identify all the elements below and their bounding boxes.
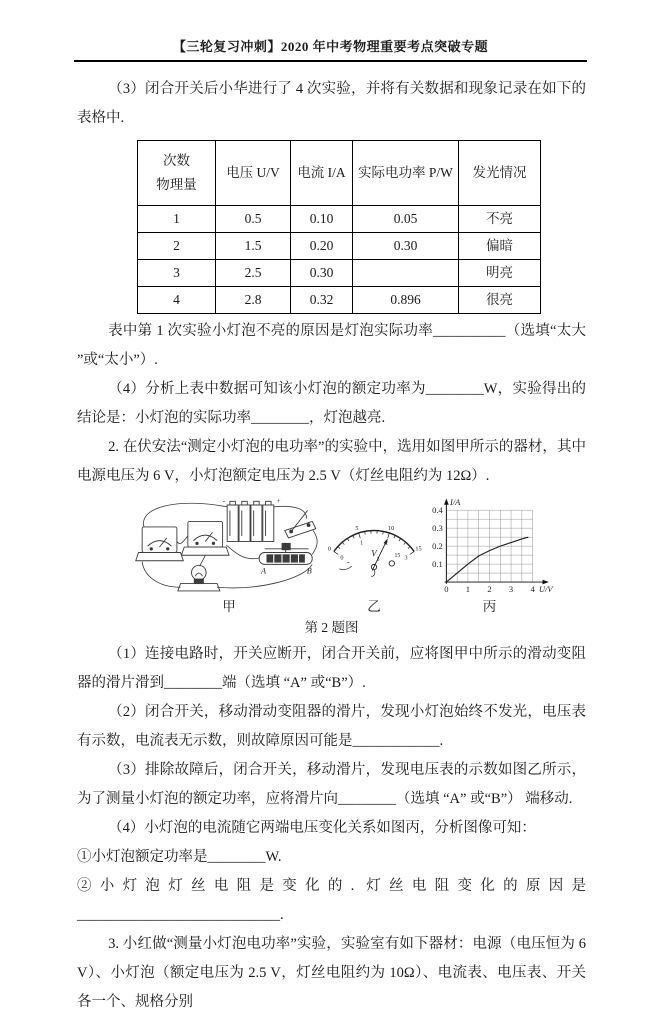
col-voltage: 电压 U/V: [216, 141, 291, 206]
figure-jia-label: 甲: [222, 598, 236, 615]
figure-caption: 第 2 题图: [77, 615, 586, 640]
cell-voltage: 2.5: [216, 260, 291, 287]
table-corner-cell: [138, 141, 216, 206]
iu-graph: [423, 494, 556, 598]
svg-text:0.4: 0.4: [432, 505, 443, 515]
header-divider: [74, 60, 587, 62]
table-row: [138, 206, 541, 233]
circuit-sketch: [133, 494, 325, 596]
cell-power: 0.30: [353, 233, 459, 260]
q1-analysis-blank: 表中第 1 次实验小灯泡不亮的原因是灯泡实际功率__________（选填“太大 ”或“太小”）.: [77, 317, 586, 375]
figure-bing: [423, 494, 556, 615]
col-power: 实际电功率 P/W: [353, 141, 459, 206]
corner-bottom-label: 物理量: [138, 173, 215, 197]
cell-power: 0.896: [353, 287, 459, 314]
ammeter-icon: [181, 521, 229, 555]
cell-power-blank: [353, 260, 459, 287]
q2-sub4b: ②小灯泡灯丝电阻是变化的. 灯丝电阻变化的原因是____________________________.: [77, 872, 586, 930]
cell-glow: 很亮: [459, 287, 541, 314]
cell-trial: 3: [138, 260, 216, 287]
table-row: [138, 233, 541, 260]
svg-text:I/A: I/A: [449, 497, 461, 507]
svg-text:0: 0: [328, 546, 331, 553]
figure-yi-label: 乙: [367, 598, 381, 615]
svg-text:1: 1: [360, 540, 363, 547]
voltmeter-scale: [325, 494, 423, 578]
corner-top-label: 次数: [138, 149, 215, 173]
cell-current: 0.32: [291, 287, 353, 314]
rheostat-a-label: A: [260, 567, 267, 576]
q2-sub4: （4）小灯泡的电流随它两端电压变化关系如图丙，分析图像可知：: [77, 814, 586, 843]
svg-text:15: 15: [415, 546, 421, 553]
svg-text:2: 2: [487, 584, 491, 594]
figure-jia: [133, 494, 325, 615]
cell-trial: 4: [138, 287, 216, 314]
cell-current: 0.30: [291, 260, 353, 287]
switch-icon: [285, 510, 316, 537]
q1-part4: （4）分析上表中数据可知该小灯泡的额定功率为________W，实验得出的结论是：小灯泡的实际功率________，灯泡越亮.: [77, 375, 586, 433]
svg-text:10: 10: [388, 525, 394, 532]
cell-glow: 偏暗: [459, 233, 541, 260]
cell-current: 0.20: [291, 233, 353, 260]
cell-trial: 1: [138, 206, 216, 233]
cell-voltage: 2.8: [216, 287, 291, 314]
figure-row: [133, 494, 586, 615]
table-row: [138, 287, 541, 314]
q2-sub4a: ①小灯泡额定功率是________W.: [77, 843, 586, 872]
table-row: [138, 260, 541, 287]
svg-text:0.3: 0.3: [432, 523, 443, 533]
battery-minus-label: -: [223, 496, 226, 505]
q2-sub2: （2）闭合开关，移动滑动变阻器的滑片，发现小灯泡始终不发光，电压表有示数，电流表无示数，则故障原因可能是____________.: [77, 698, 586, 756]
page-title: 【三轮复习冲刺】2020 年中考物理重要考点突破专题: [0, 0, 661, 55]
svg-text:0.2: 0.2: [432, 541, 443, 551]
q2-sub1: （1）连接电路时，开关应断开，闭合开关前，应将图甲中所示的滑动变阻器的滑片滑到________端（选填 “A” 或“B”）.: [77, 640, 586, 698]
figure-yi: [325, 494, 423, 615]
q2-intro: 2. 在伏安法“测定小灯泡的电功率”的实验中，选用如图甲所示的器材，其中电源电压为 6 V，小灯泡额定电压为 2.5 V（灯丝电阻约为 12Ω）.: [77, 433, 586, 491]
rheostat-b-label: B: [307, 567, 312, 576]
svg-text:0: 0: [444, 584, 448, 594]
page-content: [77, 75, 586, 1017]
cell-voltage: 1.5: [216, 233, 291, 260]
battery-plus-label: +: [277, 496, 281, 505]
cell-voltage: 0.5: [216, 206, 291, 233]
svg-text:0.1: 0.1: [432, 559, 443, 569]
svg-text:3: 3: [377, 557, 380, 563]
table-header-row: [138, 141, 541, 206]
lamp-icon: [178, 565, 220, 591]
experiment-data-table: [137, 140, 541, 314]
battery-icon: [223, 496, 281, 541]
svg-text:3: 3: [405, 554, 408, 561]
svg-text:3: 3: [509, 584, 513, 594]
figure-bing-label: 丙: [483, 598, 497, 615]
svg-text:15: 15: [394, 553, 400, 559]
col-glow: 发光情况: [459, 141, 541, 206]
q1-part3-intro: （3）闭合开关后小华进行了 4 次实验，并将有关数据和现象记录在如下的表格中.: [77, 75, 586, 133]
svg-text:4: 4: [530, 584, 535, 594]
voltmeter-icon: [136, 527, 184, 561]
cell-power: 0.05: [353, 206, 459, 233]
svg-text:-: -: [347, 557, 350, 566]
svg-text:V: V: [371, 548, 378, 558]
svg-text:5: 5: [355, 525, 358, 532]
cell-glow: 不亮: [459, 206, 541, 233]
q3-intro: 3. 小红做“测量小灯泡电功率”实验，实验室有如下器材：电源（电压恒为 6 V）、小灯泡（额定电压为 2.5 V，灯丝电阻约为 10Ω）、电流表、电压表、开关各一个、规格分别: [77, 930, 586, 1017]
svg-text:1: 1: [466, 584, 470, 594]
cell-trial: 2: [138, 233, 216, 260]
q2-sub3: （3）排除故障后，闭合开关，移动滑片，发现电压表的示数如图乙所示，为了测量小灯泡的额定功率，应将滑片向________（选填 “A” 或“B”） 端移动.: [77, 756, 586, 814]
cell-glow: 明亮: [459, 260, 541, 287]
col-current: 电流 I/A: [291, 141, 353, 206]
svg-text:0: 0: [340, 554, 343, 561]
svg-text:U/V: U/V: [539, 584, 555, 594]
cell-current: 0.10: [291, 206, 353, 233]
rheostat-icon: [259, 543, 312, 575]
